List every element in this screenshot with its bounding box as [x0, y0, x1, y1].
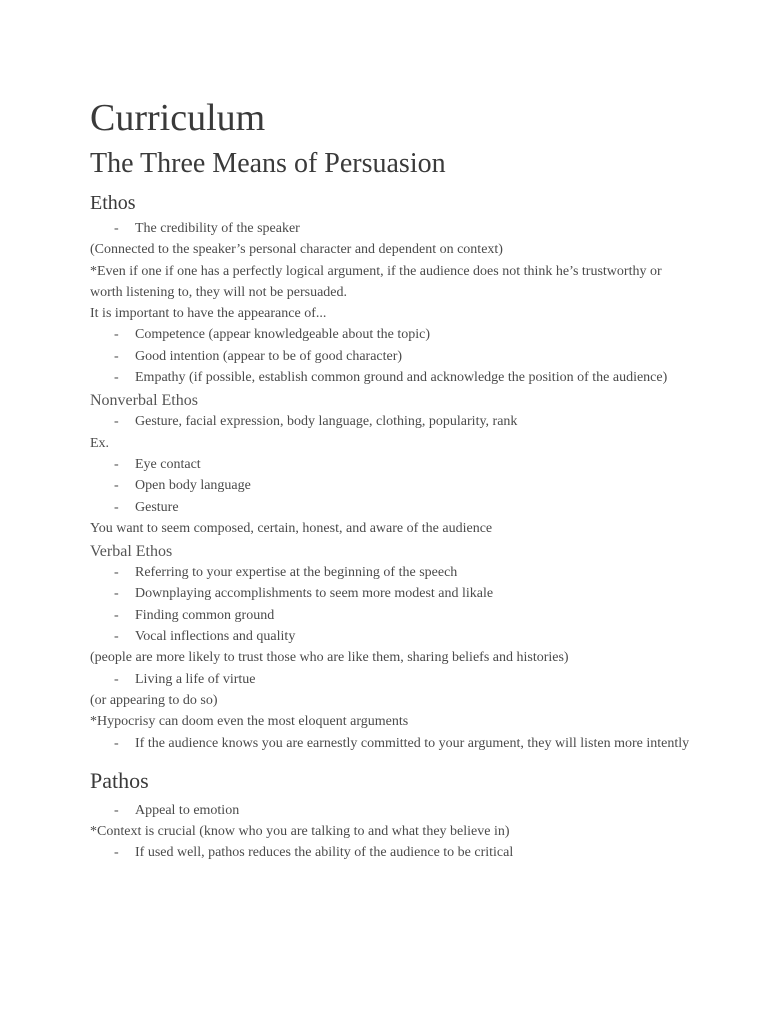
dash-bullet: -: [114, 845, 119, 861]
list-item: - Finding common ground: [90, 605, 690, 626]
dash-bullet: -: [114, 802, 119, 818]
nonverbal-ethos-heading: Nonverbal Ethos: [90, 392, 198, 410]
paragraph: Ex.: [90, 435, 110, 451]
dash-bullet: -: [114, 735, 119, 751]
dash-bullet: -: [114, 348, 119, 364]
ethos-heading: Ethos: [90, 192, 136, 214]
paragraph: (people are more likely to trust those who are like them, sharing beliefs and histories): [90, 650, 569, 666]
list-item: - The credibility of the speaker: [90, 218, 690, 239]
dash-bullet: -: [114, 499, 119, 515]
list-item: - Good intention (appear to be of good character): [90, 346, 690, 367]
list-item: - Appeal to emotion: [90, 800, 690, 821]
dash-bullet: -: [114, 414, 119, 430]
paragraph: *Hypocrisy can doom even the most eloquent arguments: [90, 714, 409, 730]
list-item: - Empathy (if possible, establish common ground and acknowledge the position of the audience): [90, 367, 690, 388]
paragraph: You want to seem composed, certain, honest, and aware of the audience: [90, 520, 493, 536]
list-item: - Referring to your expertise at the beginning of the speech: [90, 562, 690, 583]
section-heading: The Three Means of Persuasion: [90, 148, 446, 179]
list-item: - Gesture, facial expression, body language, clothing, popularity, rank: [90, 411, 690, 432]
dash-bullet: -: [114, 565, 119, 581]
paragraph: *Even if one if one has a perfectly logical argument, if the audience does not think he’s trustworthy or worth listening to, they will not be persuaded.: [90, 263, 662, 300]
dash-bullet: -: [114, 370, 119, 386]
paragraph: It is important to have the appearance of...: [90, 306, 327, 322]
list-item: - Competence (appear knowledgeable about the topic): [90, 324, 690, 345]
list-item: - If used well, pathos reduces the ability of the audience to be critical: [90, 842, 690, 863]
list-item: - Open body language: [90, 475, 690, 496]
dash-bullet: -: [114, 478, 119, 494]
list-item: - Living a life of virtue: [90, 669, 690, 690]
list-item: - Vocal inflections and quality: [90, 626, 690, 647]
verbal-ethos-heading: Verbal Ethos: [90, 543, 173, 561]
dash-bullet: -: [114, 456, 119, 472]
dash-bullet: -: [114, 221, 119, 236]
dash-bullet: -: [114, 327, 119, 343]
document-body: [90, 96, 690, 864]
pathos-heading: Pathos: [90, 767, 149, 793]
dash-bullet: -: [114, 586, 119, 602]
dash-bullet: -: [114, 671, 119, 687]
document-title: Curriculum: [90, 97, 266, 139]
dash-bullet: -: [114, 629, 119, 645]
list-item: - If the audience knows you are earnestly committed to your argument, they will listen more intently: [90, 733, 690, 754]
list-item: - Downplaying accomplishments to seem more modest and likale: [90, 583, 690, 604]
list-item: - Eye contact: [90, 454, 690, 475]
paragraph: (or appearing to do so): [90, 692, 218, 708]
dash-bullet: -: [114, 607, 119, 623]
list-item: - Gesture: [90, 497, 690, 518]
paragraph: *Context is crucial (know who you are talking to and what they believe in): [90, 824, 510, 840]
paragraph: (Connected to the speaker’s personal character and dependent on context): [90, 242, 503, 258]
